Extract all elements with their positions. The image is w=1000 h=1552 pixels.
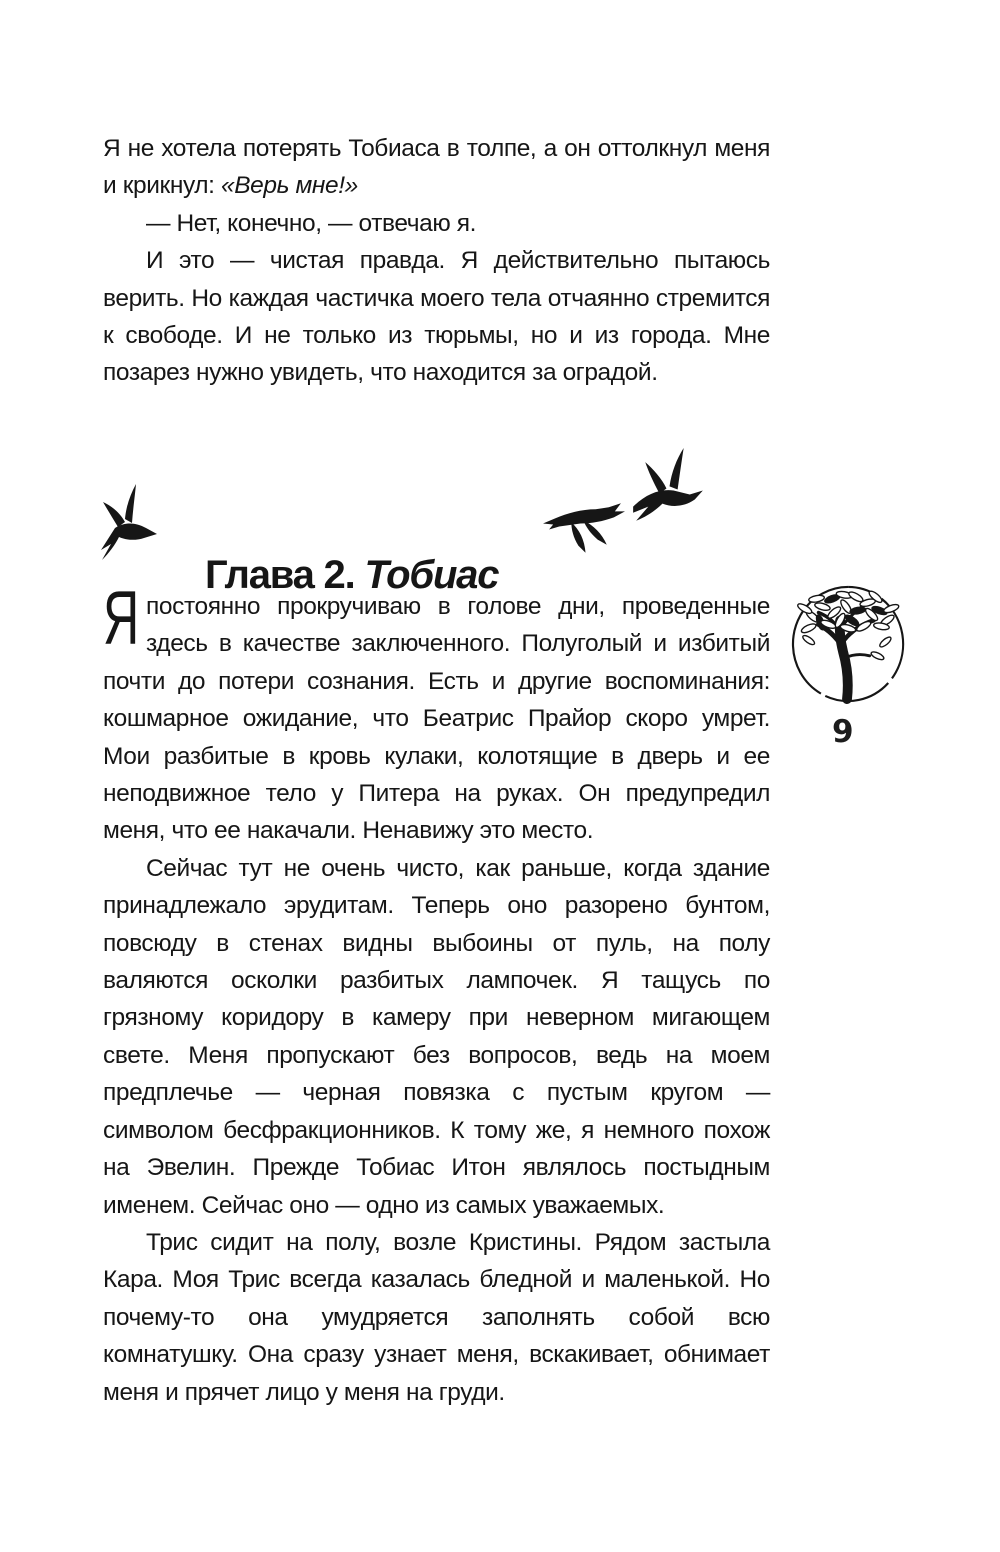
dropcap-box xyxy=(103,576,140,661)
paragraph-dropcap xyxy=(103,576,770,850)
paragraph xyxy=(103,130,770,205)
paragraph: Сейчас тут не очень чисто, как раньше, когда здание принадлежало эрудитам. Теперь оно разорено бунтом, повсюду в стенах видны выбоины от пуль, на полу валяются осколки разбитых лампочек. Я тащусь по грязному коридору в камеру при неверном мигающем свете. Меня пропускают без вопросов, ведь на моем предплечье — черная повязка с пустым кругом — символом бесфракционников. К тому же, я немного похож на Эвелин. Прежде Тобиас Итон являлось постыдным именем. Сейчас оно — одно из самых уважаемых. xyxy=(103,854,770,1219)
intro-p1-quote: «Верь мне!» xyxy=(221,172,358,200)
dropcap-letter: Я xyxy=(103,576,140,661)
chapter-body xyxy=(103,576,770,1411)
intro-p1-text: Я не хотела потерять Тобиаса в толпе, а он оттолкнул меня и крикнул: xyxy=(103,135,770,200)
page-number: 9 xyxy=(832,714,854,750)
paragraph: — Нет, конечно, — отвечаю я. xyxy=(146,209,477,237)
paragraph: И это — чистая правда. Я действительно пытаюсь верить. Но каждая частичка моего тела отчаянно стремится к свободе. И не только из тюрьмы, но и из города. Мне позарез нужно увидеть, что находится за оградой. xyxy=(103,247,770,387)
chapter-label: Глава 2. xyxy=(205,553,365,598)
bird-middle-icon xyxy=(541,495,627,558)
bird-left-icon xyxy=(99,482,161,572)
chapter-name: Тобиас xyxy=(364,553,499,598)
bird-right-icon xyxy=(625,446,711,542)
intro-paragraphs xyxy=(103,130,770,392)
tree-emblem-icon xyxy=(789,582,907,706)
body-p1-text: постоянно прокручиваю в голове дни, проведенные здесь в качестве заключенного. Полуголый и избитый почти до потери сознания. Есть и другие воспоминания: кошмарное ожидание, что Беатрис Прайор скоро умрет. Мои разбитые в кровь кулаки, колотящие в дверь и ее неподвижное тело у Питера на руках. Он предупредил меня, что ее накачали. Ненавижу это место. xyxy=(103,593,770,845)
paragraph: Трис сидит на полу, возле Кристины. Рядом застыла Кара. Моя Трис всегда казалась бледной и маленькой. Но почему-то она умудряется заполнять собой всю комнатушку. Она сразу узнает меня, вскакивает, обнимает меня и прячет лицо у меня на груди. xyxy=(103,1228,770,1406)
